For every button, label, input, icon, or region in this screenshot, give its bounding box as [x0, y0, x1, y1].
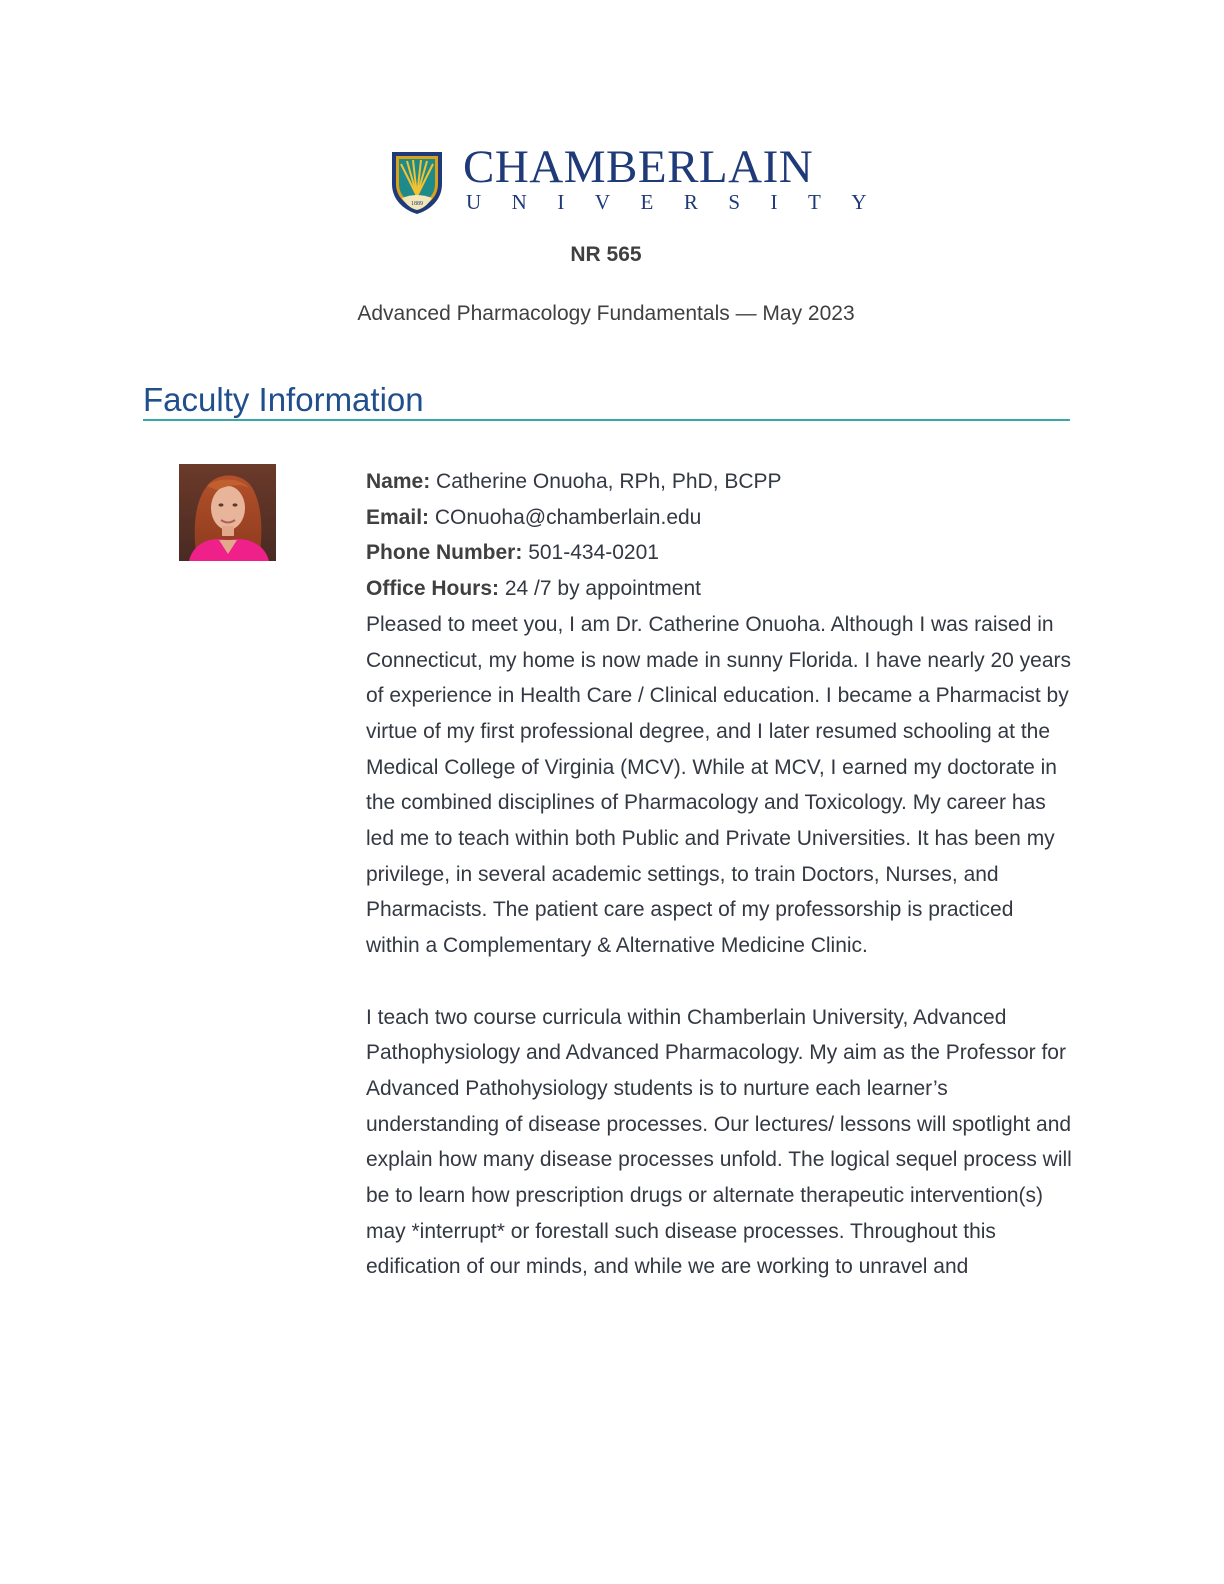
bio-paragraph-2: I teach two course curricula within Chamberlain University, Advanced Pathophysiology and Advanced Pharmacology. My aim as the Professor for Advanced Pathohysiology students is to nurture each learner’s understanding of disease processes. Our lectures/ lessons will spotlight and explain how many disease processes unfold. The logical sequel process will be to learn how prescription drugs or alternate therapeutic intervention(s) may *interrupt* or forestall such disease processes. Throughout this edification of our minds, and while we are working to unravel and	[366, 1005, 1072, 1279]
faculty-photo	[179, 464, 276, 561]
chamberlain-university-logo	[390, 141, 897, 218]
course-title: Advanced Pharmacology Fundamentals — May 2023	[357, 302, 855, 325]
section-divider	[143, 419, 1070, 421]
logo-wordmark: CHAMBERLAIN	[463, 141, 814, 193]
email-label: Email:	[366, 505, 430, 529]
bio-paragraph-1: Pleased to meet you, I am Dr. Catherine Onuoha. Although I was raised in Connecticut, my home is now made in sunny Florida. I have nearly 20 years of experience in Health Care / Clinical education. I became a Pharmacist by virtue of my first professional degree, and I later resumed schooling at the Medical College of Virginia (MCV). While at MCV, I earned my doctorate in the combined disciplines of Pharmacology and Toxicology. My career has led me to teach within both Public and Private Universities. It has been my privilege, in several academic settings, to train Doctors, Nurses, and Pharmacists. The patient care aspect of my professorship is practiced within a Complementary & Alternative Medicine Clinic.	[366, 612, 1072, 958]
logo-subline: UNIVERSITY	[466, 190, 897, 214]
paragraph-gap	[366, 964, 1072, 1000]
section-heading: Faculty Information	[143, 381, 424, 418]
shield-year: 1889	[411, 201, 423, 207]
faculty-phone-row	[366, 535, 1072, 571]
faculty-email-link[interactable]: COnuoha@chamberlain.edu	[434, 505, 702, 529]
name-label: Name:	[366, 470, 431, 493]
university-shield-icon	[390, 150, 444, 216]
office-hours-row	[366, 571, 1072, 607]
office-hours-value: 24 /7 by appointment	[504, 577, 701, 601]
faculty-phone: 501-434-0201	[528, 541, 659, 565]
faculty-email-row	[366, 500, 1072, 536]
course-code: NR 565	[570, 243, 642, 266]
faculty-name: Catherine Onuoha, RPh, PhD, BCPP	[436, 470, 782, 493]
office-hours-label: Office Hours:	[366, 577, 500, 601]
faculty-info	[366, 464, 1072, 1285]
phone-label: Phone Number:	[366, 541, 523, 565]
faculty-name-row	[366, 464, 1072, 500]
